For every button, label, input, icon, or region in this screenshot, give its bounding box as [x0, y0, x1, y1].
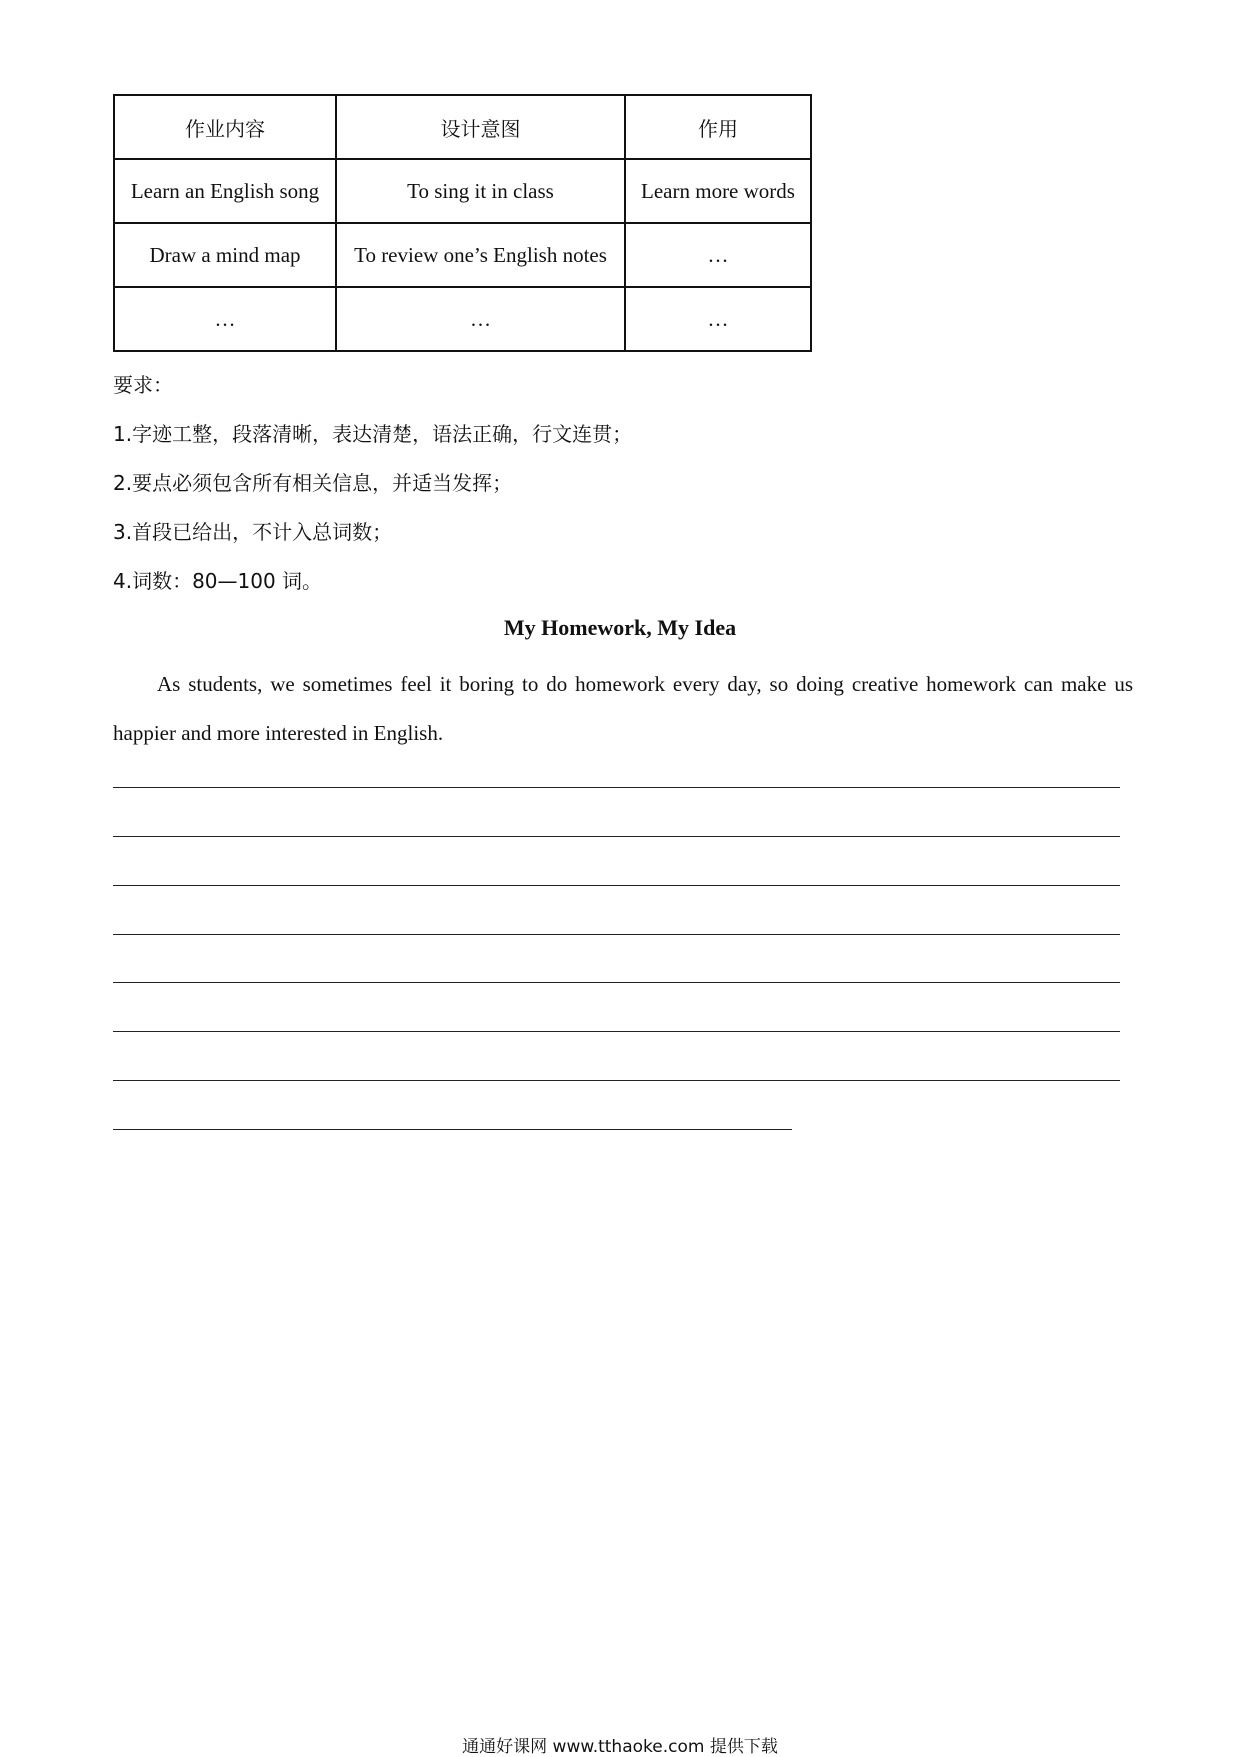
- table-cell: …: [336, 287, 625, 351]
- table-cell: …: [625, 223, 811, 287]
- table-cell: …: [114, 287, 336, 351]
- requirement-item: 4.词数：80—100 词。: [113, 569, 323, 593]
- writing-line[interactable]: [113, 1129, 792, 1130]
- writing-line[interactable]: [113, 934, 1120, 935]
- homework-plan-table: [113, 94, 812, 352]
- table-cell: …: [625, 287, 811, 351]
- requirements-label: 要求：: [113, 373, 173, 397]
- table-cell: Learn an English song: [114, 159, 336, 223]
- requirement-item: 1.字迹工整，段落清晰，表达清楚，语法正确，行文连贯；: [113, 422, 633, 446]
- table-cell: To review one’s English notes: [336, 223, 625, 287]
- table-header-cell: 作业内容: [114, 95, 336, 159]
- essay-title: My Homework, My Idea: [503, 615, 737, 640]
- writing-line[interactable]: [113, 836, 1120, 837]
- footer-source: 通通好课网 www.tthaoke.com 提供下载: [462, 1737, 778, 1757]
- table-header-cell: 设计意图: [336, 95, 625, 159]
- requirement-item: 3.首段已给出，不计入总词数；: [113, 520, 393, 544]
- table-header-row: [114, 95, 811, 159]
- writing-line[interactable]: [113, 982, 1120, 983]
- table-cell: Draw a mind map: [114, 223, 336, 287]
- writing-line[interactable]: [113, 1080, 1120, 1081]
- writing-line[interactable]: [113, 1031, 1120, 1032]
- table-row: [114, 223, 811, 287]
- writing-line[interactable]: [113, 787, 1120, 788]
- table-row: [114, 159, 811, 223]
- essay-first-paragraph: As students, we sometimes feel it boring to do homework every day, so doing creative homework can make us happier and more interested in English.: [113, 672, 1133, 745]
- table-row: [114, 287, 811, 351]
- table-cell: Learn more words: [625, 159, 811, 223]
- table-header-cell: 作用: [625, 95, 811, 159]
- requirement-item: 2.要点必须包含所有相关信息，并适当发挥；: [113, 471, 513, 495]
- table-cell: To sing it in class: [336, 159, 625, 223]
- writing-line[interactable]: [113, 885, 1120, 886]
